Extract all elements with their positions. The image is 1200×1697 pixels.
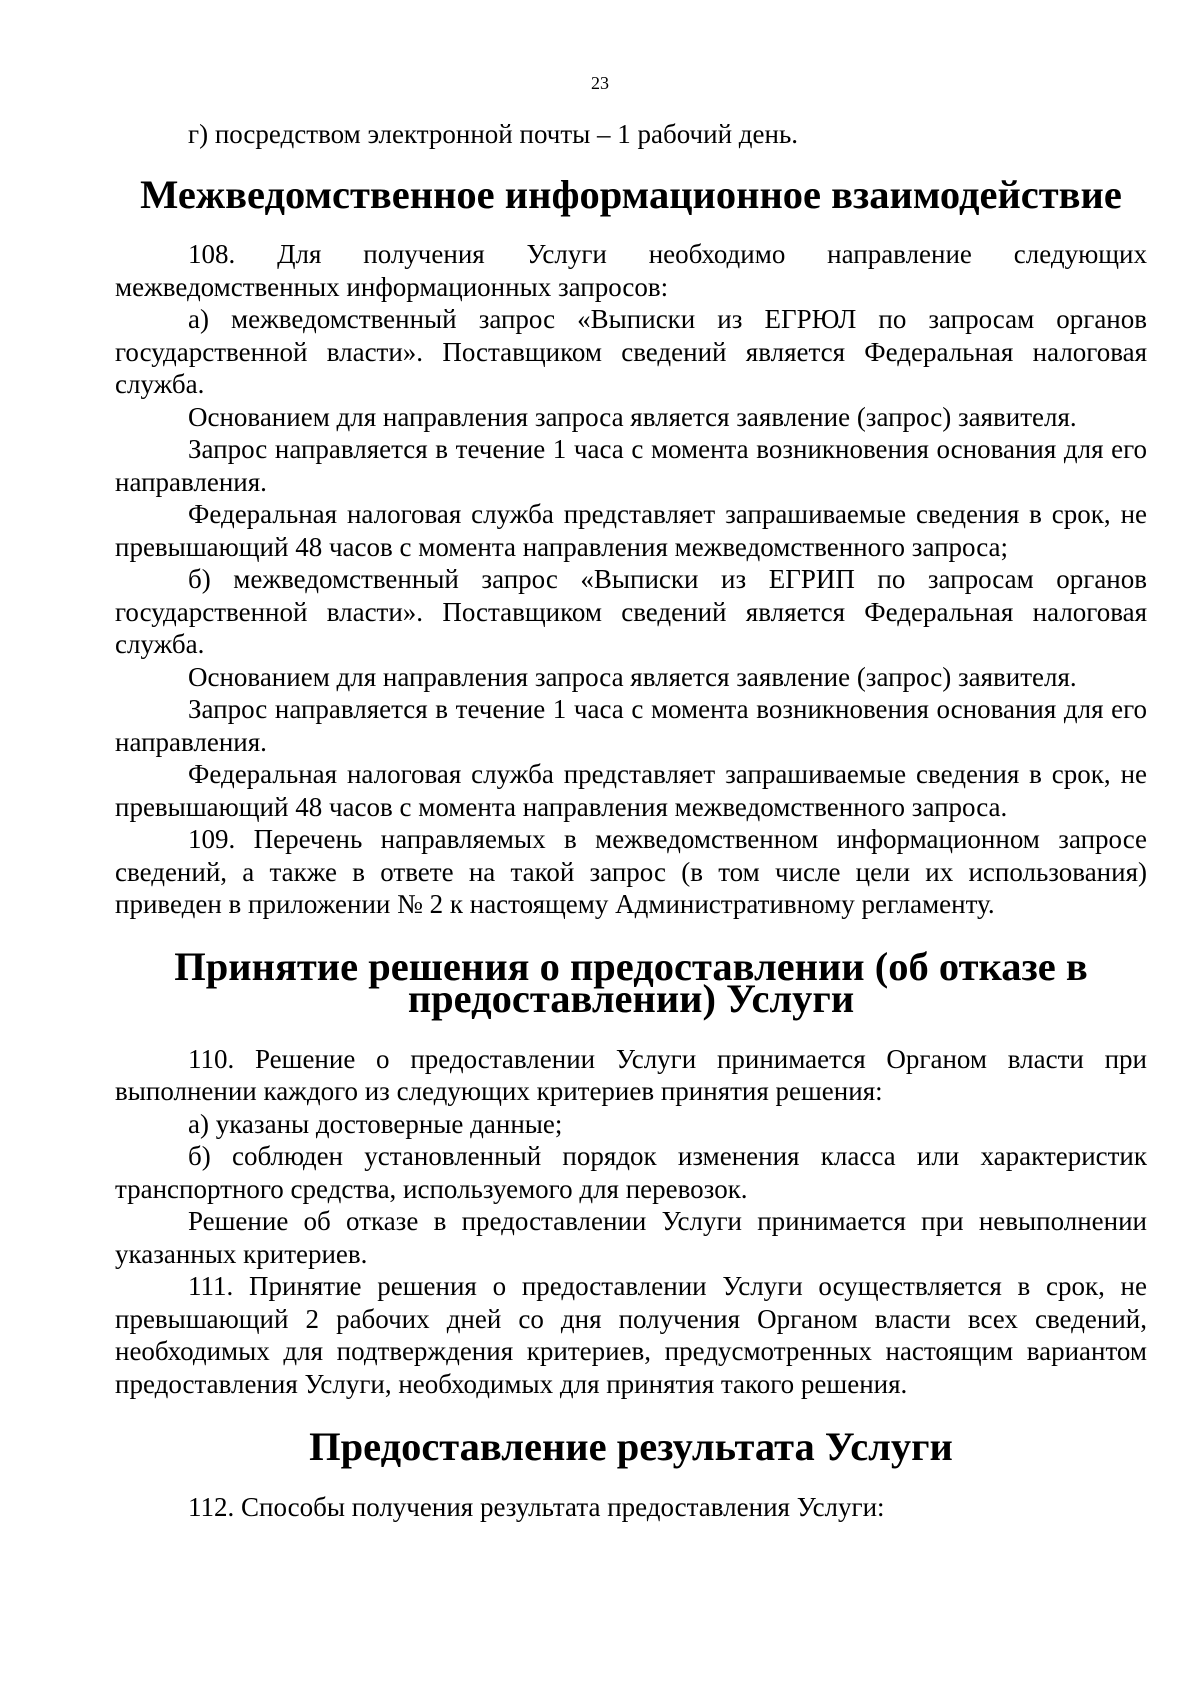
paragraph-108: 108. Для получения Услуги необходимо направление следующих межведомственных информационных запросов: [115,239,1147,302]
paragraph: Федеральная налоговая служба представляет запрашиваемые сведения в срок, не превышающий 48 часов с момента направления межведомственного запроса; [115,499,1147,562]
paragraph: Основанием для направления запроса является заявление (запрос) заявителя. [188,401,1077,432]
paragraph: Запрос направляется в течение 1 часа с момента возникновения основания для его направления. [115,434,1147,497]
paragraph: Основанием для направления запроса является заявление (запрос) заявителя. [188,661,1077,692]
section-heading-result: Предоставление результата Услуги [309,1424,953,1469]
paragraph: г) посредством электронной почты – 1 рабочий день. [188,119,799,149]
paragraph-110: 110. Решение о предоставлении Услуги принимается Органом власти при выполнении каждого из следующих критериев принятия решения: [115,1043,1147,1106]
paragraph-112: 112. Способы получения результата предоставления Услуги: [188,1491,885,1522]
paragraph: Федеральная налоговая служба представляет запрашиваемые сведения в срок, не превышающий 48 часов с момента направления межведомственного запроса. [115,759,1147,822]
paragraph: Запрос направляется в течение 1 часа с момента возникновения основания для его направления. [115,694,1147,757]
document-body [115,118,1147,1523]
paragraph-110-a: а) указаны достоверные данные; [188,1108,563,1139]
page-number: 23 [591,73,609,93]
paragraph-111: 111. Принятие решения о предоставлении Услуги осуществляется в срок, не превышающий 2 рабочих дней со дня получения Органом власти всех сведений, необходимых для подтверждения критериев, предусмотренных настоящим вариантом предоставления Услуги, необходимых для принятия такого решения. [115,1271,1147,1399]
paragraph-108-a: а) межведомственный запрос «Выписки из ЕГРЮЛ по запросам органов государственной власти». Поставщиком сведений является Федеральная налоговая служба. [115,304,1147,399]
section-heading-decision: Принятие решения о предоставлении (об отказе в предоставлении) Услуги [174,943,1088,1021]
paragraph: Решение об отказе в предоставлении Услуги принимается при невыполнении указанных критериев. [115,1206,1147,1269]
paragraph-109: 109. Перечень направляемых в межведомственном информационном запросе сведений, а также в ответе на такой запрос (в том числе цели их использования) приведен в приложении № 2 к настоящему Административному регламенту. [115,824,1147,919]
paragraph-108-b: б) межведомственный запрос «Выписки из ЕГРИП по запросам органов государственной власти». Поставщиком сведений является Федеральная налоговая служба. [115,564,1147,659]
section-heading-interagency: Межведомственное информационное взаимодействие [140,171,1122,217]
paragraph-110-b: б) соблюден установленный порядок изменения класса или характеристик транспортного средства, используемого для перевозок. [115,1141,1147,1204]
